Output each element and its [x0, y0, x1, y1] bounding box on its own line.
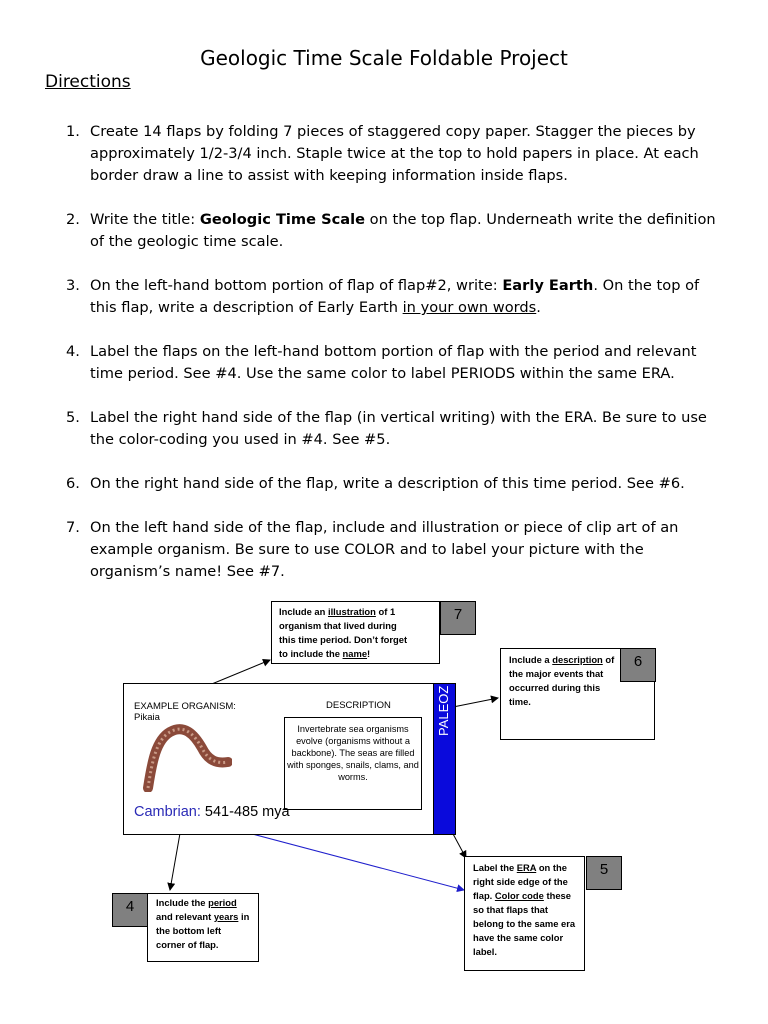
note-4-box — [147, 893, 259, 962]
text-run: in your own words — [402, 299, 537, 316]
text-run: Label the flaps on the left-hand bottom portion of flap with the period and relevant time period. See #4. Use the same color to label PERIODS within the same ERA. — [90, 343, 697, 382]
note-7-text — [279, 605, 413, 661]
note-4-text — [156, 896, 252, 952]
text-run: illustration — [327, 606, 376, 617]
organism-name: Pikaia — [134, 712, 160, 723]
step-number: 6. — [66, 475, 80, 492]
text-run: Create 14 flaps by folding 7 pieces of staggered copy paper. Stagger the pieces by approximately 1/2-3/4 inch. Staple twice at the top to hold papers in place. At each border draw a line to assist with keeping information inside flaps. — [90, 123, 699, 184]
step-number: 7. — [66, 519, 80, 536]
step-number: 4. — [66, 343, 80, 360]
text-run: Geologic Time Scale — [199, 211, 366, 228]
text-run: name — [342, 648, 368, 659]
pikaia-illustration — [142, 722, 232, 792]
text-run: On the left-hand bottom portion of flap of flap#2, write: — [90, 277, 503, 294]
period-range: 541-485 mya — [200, 804, 290, 820]
text-run: Write the title: — [90, 211, 200, 228]
text-run: in the bottom left corner of flap. — [156, 911, 250, 950]
note-7-box — [271, 601, 440, 664]
description-label: DESCRIPTION — [326, 700, 391, 711]
example-organism-label — [134, 701, 236, 723]
note-5-text — [473, 861, 581, 959]
text-run: Include an — [279, 606, 328, 617]
note-4-number: 4 — [112, 893, 148, 927]
text-run: and relevant — [156, 911, 214, 922]
step-number: 5. — [66, 409, 80, 426]
text-run: On the left hand side of the flap, include and illustration or piece of clip art of an example organism. Be sure to use COLOR and to label your picture with the organism’s name! See #7. — [90, 519, 679, 580]
note-7-number: 7 — [440, 601, 476, 635]
text-run: . On the top of this flap, write a description of Early Earth — [90, 277, 700, 316]
text-run: Include a — [509, 654, 553, 665]
text-run: description — [552, 654, 603, 665]
step-number: 3. — [66, 277, 80, 294]
period-name: Cambrian — [134, 804, 197, 820]
note-5-box — [464, 856, 585, 971]
text-run: ! — [367, 648, 371, 659]
text-run: period — [208, 897, 237, 908]
note-5-number: 5 — [586, 856, 622, 890]
arrow-to-note-5 — [452, 832, 466, 858]
text-run: on the top flap. Underneath write the definition of the geologic time scale. — [90, 211, 716, 250]
text-run: these so that flaps that belong to the same era have the same color label. — [473, 890, 576, 957]
text-run: Early Earth — [502, 277, 594, 294]
era-bar — [433, 684, 455, 834]
note-6-text — [509, 653, 619, 709]
text-run: Label the — [473, 862, 517, 873]
page-title: Geologic Time Scale Foldable Project — [200, 46, 568, 70]
text-run: years — [213, 911, 239, 922]
note-6-number: 6 — [620, 648, 656, 682]
directions-heading: Directions — [45, 72, 131, 92]
step-number: 1. — [66, 123, 80, 140]
example-flap — [123, 683, 456, 835]
text-run: of 1 organism that lived during this time period. Don’t forget to include the — [279, 606, 408, 659]
text-run: Include the — [156, 897, 209, 908]
step-number: 2. — [66, 211, 80, 228]
period-separator: : — [196, 804, 201, 820]
text-run: Color code — [494, 890, 544, 901]
example-organism-heading: EXAMPLE ORGANISM: — [134, 701, 236, 712]
text-run: on the right side edge of the flap. — [473, 862, 568, 901]
text-run: . — [536, 299, 541, 316]
text-run: On the right hand side of the flap, write a description of this time period. See #6. — [90, 475, 685, 492]
period-label — [134, 804, 290, 820]
text-run: ERA — [516, 862, 537, 873]
text-run: Label the right hand side of the flap (in vertical writing) with the ERA. Be sure to use the color-coding you used in #4. See #5. — [90, 409, 707, 448]
description-text: Invertebrate sea organisms evolve (organisms without a backbone). The seas are filled with sponges, snails, clams, and worms. — [284, 717, 422, 810]
era-label: PALEOZ — [436, 685, 451, 736]
text-run: of the major events that occurred during this time. — [509, 654, 615, 707]
